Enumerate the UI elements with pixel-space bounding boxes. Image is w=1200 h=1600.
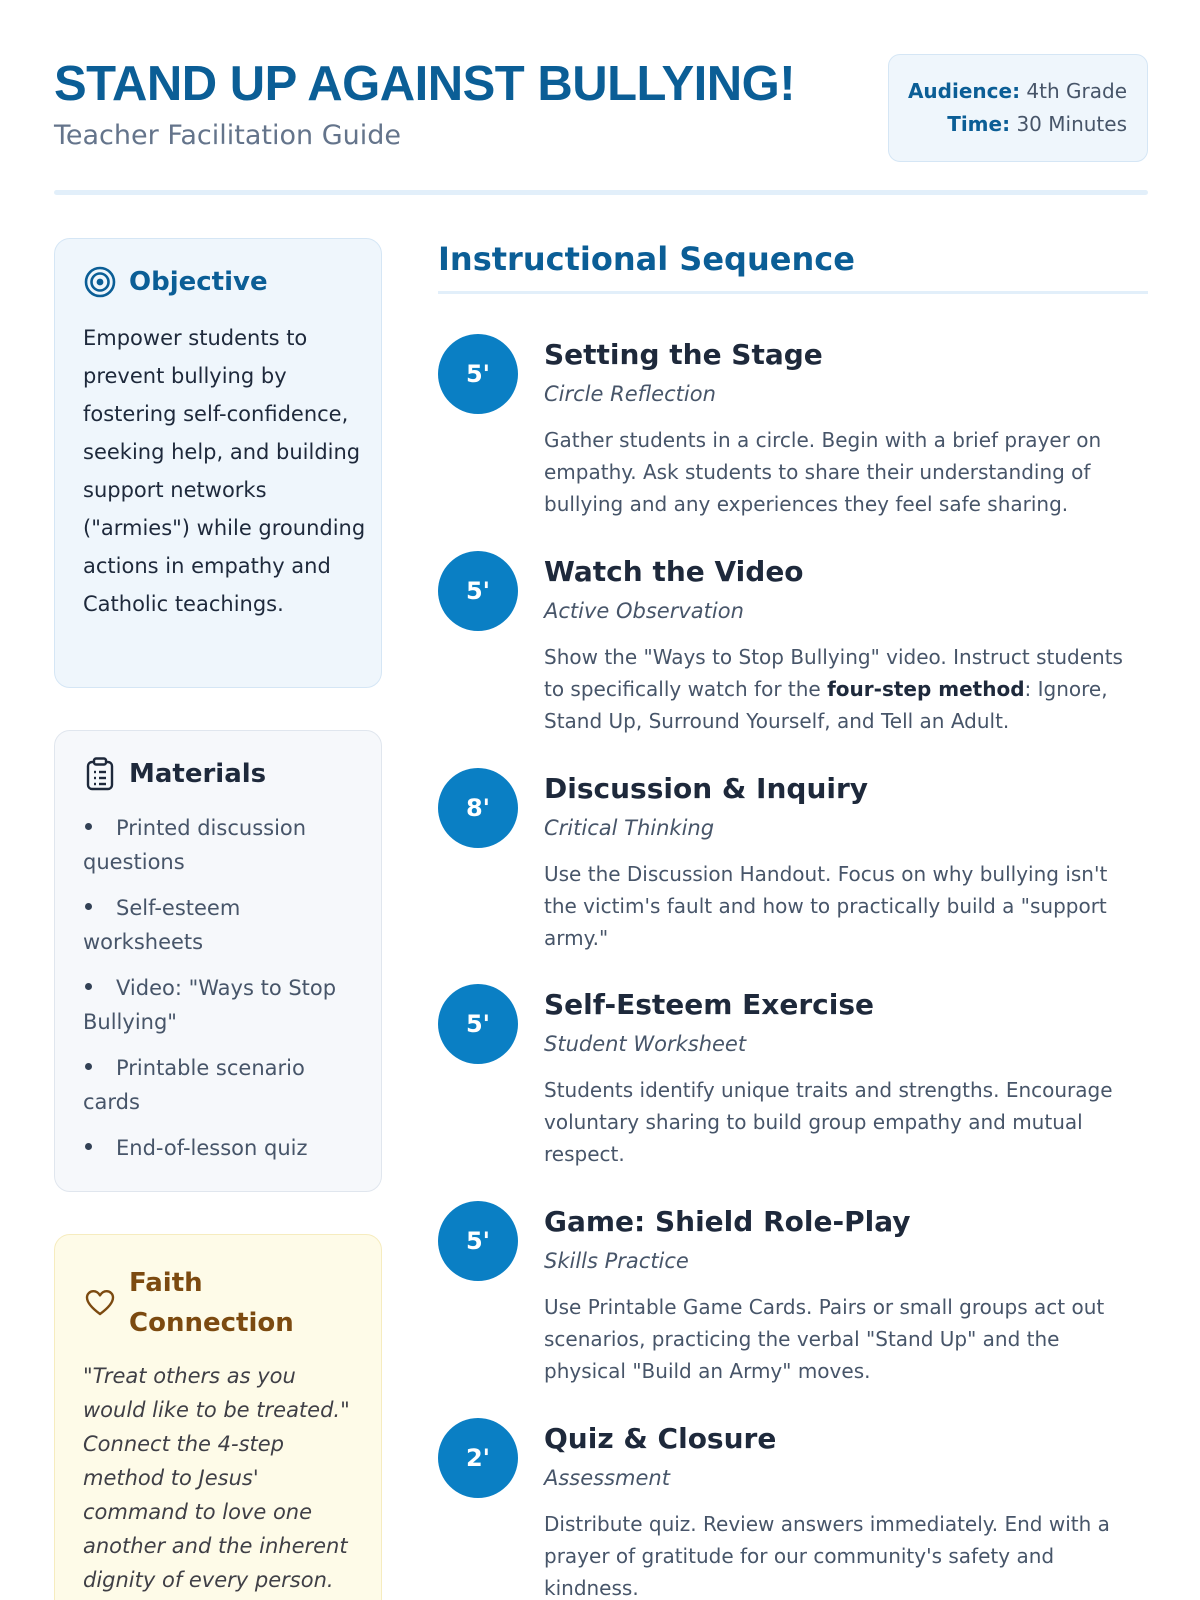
step-subtitle: Skills Practice <box>544 1249 689 1273</box>
step-description-emphasis: four-step method <box>827 677 1025 701</box>
materials-list <box>83 811 363 1177</box>
audience-value: 4th Grade <box>1026 79 1127 103</box>
step-subtitle: Circle Reflection <box>544 382 716 406</box>
bullet-icon <box>85 1143 92 1150</box>
step-description: Use Printable Game Cards. Pairs or small groups act out scenarios, practicing the verbal "Stand Up" and the physical "Build an Army" moves. <box>544 1295 1105 1383</box>
list-item <box>83 1131 363 1165</box>
step-subtitle: Assessment <box>544 1466 670 1490</box>
step-description: Distribute quiz. Review answers immediately. End with a prayer of gratitude for our community's safety and kindness. <box>544 1512 1110 1600</box>
step-description: Students identify unique traits and strengths. Encourage voluntary sharing to build group empathy and mutual respect. <box>544 1078 1113 1166</box>
time-value: 30 Minutes <box>1016 112 1127 136</box>
heart-icon <box>83 1286 117 1320</box>
sequence-title: Instructional Sequence <box>438 240 855 278</box>
duration-badge: 2' <box>438 1418 518 1498</box>
list-item <box>83 1051 363 1119</box>
duration-badge: 5' <box>438 551 518 631</box>
step-title: Discussion & Inquiry <box>544 772 869 805</box>
header-divider <box>54 190 1148 195</box>
audience-line <box>889 75 1127 108</box>
bullet-icon <box>85 903 92 910</box>
material-text: Video: "Ways to Stop Bullying" <box>83 976 337 1034</box>
step-title: Quiz & Closure <box>544 1422 777 1455</box>
step-description-text: : Ignore, Stand Up, Surround Yourself, and Tell an Adult. <box>544 677 1108 733</box>
step-description: Use the Discussion Handout. Focus on why bullying isn't the victim's fault and how to practically build a "support army." <box>544 862 1108 950</box>
step-description <box>544 641 1144 737</box>
list-item <box>83 811 363 879</box>
objective-title: Objective <box>129 267 268 297</box>
step-description-text: Show the "Ways to Stop Bullying" video. Instruct students to specifically watch for the <box>544 645 1123 701</box>
target-icon <box>83 265 117 299</box>
time-label: Time: <box>947 112 1011 136</box>
audience-label: Audience: <box>907 79 1021 103</box>
objective-card <box>54 238 382 688</box>
time-line <box>889 108 1127 141</box>
step-description: Gather students in a circle. Begin with a brief prayer on empathy. Ask students to share their understanding of bullying and any experiences they feel safe sharing. <box>544 428 1102 516</box>
list-item <box>83 891 363 959</box>
step-title: Game: Shield Role-Play <box>544 1205 911 1238</box>
sequence-divider <box>438 291 1148 294</box>
page-title: STAND UP AGAINST BULLYING! <box>54 57 796 111</box>
bullet-icon <box>85 983 92 990</box>
meta-box <box>888 54 1148 162</box>
step-subtitle: Active Observation <box>544 599 744 623</box>
bullet-icon <box>85 1063 92 1070</box>
duration-badge: 8' <box>438 768 518 848</box>
faith-title: Faith Connection <box>129 1268 294 1338</box>
step-title: Setting the Stage <box>544 338 823 371</box>
duration-badge: 5' <box>438 334 518 414</box>
bullet-icon <box>85 823 92 830</box>
step-title: Self-Esteem Exercise <box>544 988 874 1021</box>
page-subtitle: Teacher Facilitation Guide <box>54 120 401 151</box>
step-title: Watch the Video <box>544 555 804 588</box>
materials-card <box>54 730 382 1192</box>
step-subtitle: Critical Thinking <box>544 816 715 840</box>
duration-badge: 5' <box>438 984 518 1064</box>
material-text: Printable scenario cards <box>83 1056 305 1114</box>
step-subtitle: Student Worksheet <box>544 1032 747 1056</box>
material-text: Self-esteem worksheets <box>83 896 241 954</box>
duration-badge: 5' <box>438 1201 518 1281</box>
material-text: Printed discussion questions <box>83 816 307 874</box>
objective-header <box>83 265 268 299</box>
objective-text: Empower students to prevent bullying by fostering self-confidence, seeking help, and building support networks ("armies") while grounding actions in empathy and Catholic teachings. <box>83 326 366 616</box>
faith-header <box>83 1263 329 1343</box>
faith-text: "Treat others as you would like to be treated." Connect the 4-step method to Jesus' command to love one another and the inherent dignity of every person. <box>83 1364 350 1592</box>
materials-title: Materials <box>129 759 267 789</box>
page-header <box>54 52 1148 200</box>
material-text: End-of-lesson quiz <box>116 1136 308 1160</box>
list-item <box>83 971 363 1039</box>
materials-header <box>83 757 266 791</box>
faith-card <box>54 1234 382 1600</box>
clipboard-icon <box>83 757 117 791</box>
